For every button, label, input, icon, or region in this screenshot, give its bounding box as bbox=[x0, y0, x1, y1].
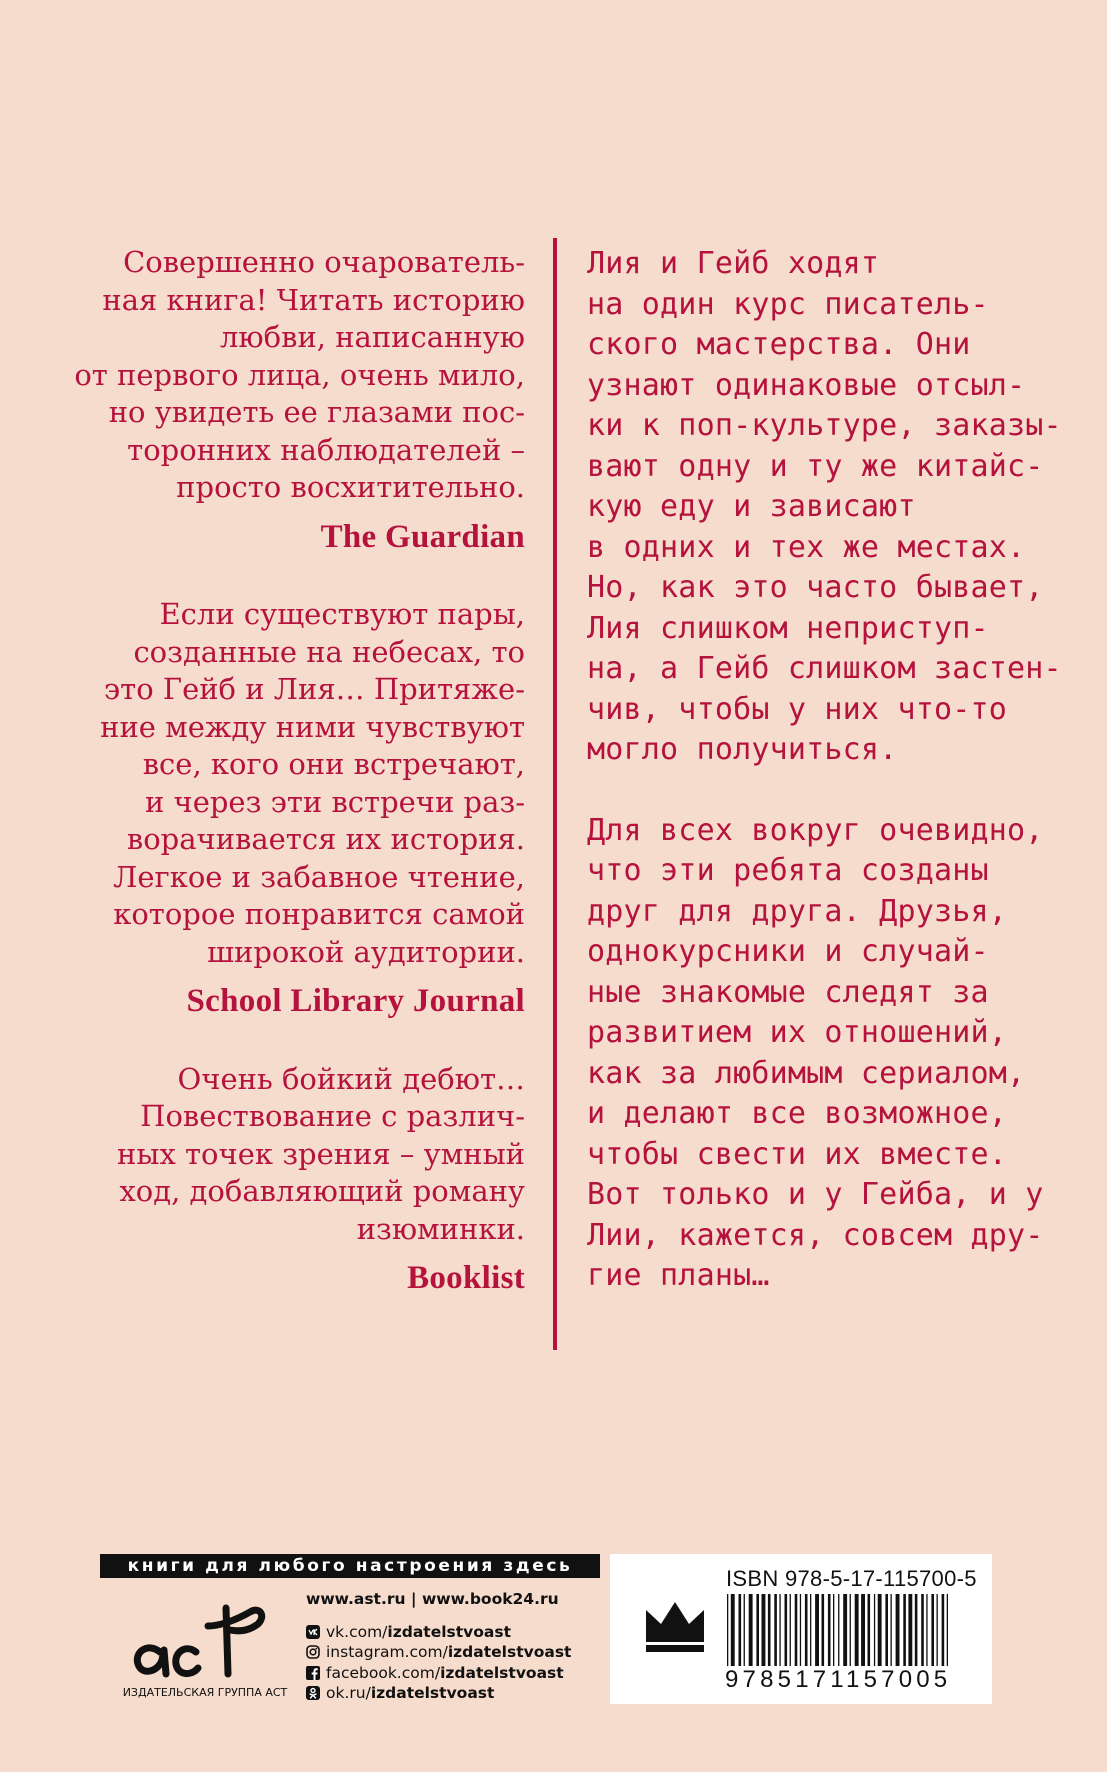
synopsis-paragraph: Для всех вокруг очевидно, что эти ребята созданы друг для друга. Друзья, однокурсники и случай- ные знакомые следят за развитием их отношений, как за любимым сериалом, и делают все возможное, чтобы свести их вместе. Вот только и у Гейба, и у Лии, кажется, совсем дру- гие планы… bbox=[587, 812, 1044, 1293]
social-handle: izdatelstvoast bbox=[370, 1684, 495, 1702]
social-prefix: facebook.com/ bbox=[326, 1663, 441, 1682]
review-quote bbox=[60, 244, 525, 556]
ast-logo bbox=[130, 1590, 280, 1700]
quote-text: Если существуют пары, созданные на небесах, то это Гейб и Лия… Притяже- ние между ними чувствуют все, кого они встречают, и через эти встречи раз- ворачивается их история. Легкое и забавное чтение, которое понравится самой широкой аудитории. bbox=[100, 597, 525, 969]
social-link-vk[interactable] bbox=[306, 1622, 606, 1643]
publisher-name: ИЗДАТЕЛЬСКАЯ ГРУППА АСТ bbox=[122, 1686, 288, 1699]
review-quote bbox=[60, 1061, 525, 1298]
isbn-number: ISBN 978-5-17-115700-5 bbox=[726, 1566, 977, 1591]
review-quotes bbox=[60, 244, 525, 1338]
social-handle: izdatelstvoast bbox=[447, 1643, 572, 1661]
quote-source: Booklist bbox=[407, 1260, 525, 1296]
crown-icon bbox=[640, 1596, 710, 1654]
tagline-banner: книги для любого настроения здесь bbox=[100, 1554, 600, 1578]
social-link-instagram[interactable] bbox=[306, 1642, 606, 1663]
quote-source: School Library Journal bbox=[186, 983, 525, 1019]
barcode-panel bbox=[610, 1554, 992, 1704]
synopsis-paragraph: Лия и Гейб ходят на один курс писатель- ского мастерства. Они узнают одинаковые отсыл- ки к поп-культуре, заказы- вают одну и ту же китайс- кую еду и зависают в одних и тех же местах. Но, как это часто бывает, Лия слишком неприступ- на, а Гейб слишком застен- чив, чтобы у них что-то могло получиться. bbox=[587, 246, 1062, 767]
publisher-links bbox=[306, 1589, 606, 1704]
website-links[interactable]: www.ast.ru | www.book24.ru bbox=[306, 1590, 559, 1608]
social-link-facebook[interactable] bbox=[306, 1663, 606, 1684]
review-quote bbox=[60, 596, 525, 1021]
facebook-icon bbox=[306, 1666, 320, 1680]
instagram-icon bbox=[306, 1645, 320, 1659]
social-handle: izdatelstvoast bbox=[387, 1622, 512, 1641]
social-link-ok[interactable] bbox=[306, 1683, 606, 1704]
social-prefix: ok.ru/ bbox=[326, 1684, 371, 1702]
odnoklassniki-icon bbox=[306, 1686, 320, 1700]
vk-icon bbox=[306, 1625, 320, 1639]
book-synopsis bbox=[587, 244, 1067, 1337]
social-prefix: vk.com/ bbox=[326, 1622, 388, 1641]
quote-text: Совершенно очарователь- ная книга! Читать историю любви, написанную от первого лица, очень мило, но увидеть ее глазами пос- торонних наблюдателей – просто восхитительно. bbox=[74, 245, 525, 504]
social-prefix: instagram.com/ bbox=[326, 1643, 448, 1661]
barcode-digits: 9785171157005 bbox=[725, 1666, 952, 1693]
quote-source: The Guardian bbox=[320, 518, 525, 555]
social-handle: izdatelstvoast bbox=[440, 1663, 564, 1682]
column-divider bbox=[553, 238, 557, 1350]
quote-text: Очень бойкий дебют… Повествование с различ- ных точек зрения – умный ход, добавляющий роману изюминки. bbox=[117, 1061, 525, 1246]
